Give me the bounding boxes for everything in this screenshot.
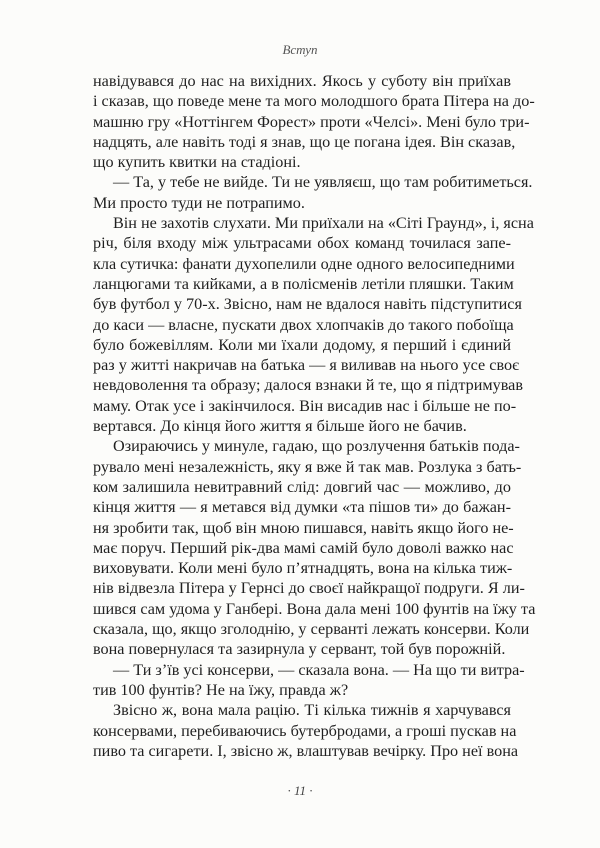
text-line: що купить квитки на стадіоні.	[93, 153, 301, 172]
text-line: машню гру «Ноттінгем Форест» проти «Челсі». Мені було три-	[93, 112, 530, 131]
text-line: ланцюгами та кийками, а в полісменів летіли пляшки. Таким	[93, 274, 514, 293]
text-line: Озираючись у минуле, гадаю, що розлучення батьків пода-	[113, 437, 520, 456]
text-line: консервами, перебиваючись бутербродами, а гроші пускав на	[93, 721, 517, 740]
body-text	[93, 71, 536, 761]
text-line: тив 100 фунтів? Не на їжу, правда ж?	[93, 680, 349, 699]
text-line: до каси — власне, пускати двох хлопчаків до такого побоїща	[93, 315, 514, 334]
text-line: кла сутичка: фанати духопелили одне одного велосипедними	[93, 254, 515, 273]
text-line: — Ти з’їв усі консерви, — сказала вона. — На що ти витра-	[113, 660, 525, 679]
text-line: був футбол у 70-х. Звісно, нам не вдалося навіть підступитися	[93, 295, 522, 314]
text-line: має поруч. Перший рік-два мамі самій було доволі важко нас	[93, 538, 514, 557]
text-line: кінця життя — я метався від думки «та пішов ти» до бажан-	[93, 498, 511, 517]
text-line: надцять, але навіть тоді я знав, що це погана ідея. Він сказав,	[93, 132, 516, 151]
text-line: нів відвезла Пітера у Гернсі до своєї найкращої подруги. Я ли-	[93, 579, 525, 598]
text-line: ня зробити так, щоб він мною пишався, навіть якщо його не-	[93, 518, 514, 537]
running-head: Вступ	[282, 42, 318, 57]
text-line: Звісно ж, вона мала рацію. Ті кілька тижнів я харчувався	[113, 701, 511, 720]
text-line: Ми просто туди не потрапимо.	[93, 193, 305, 212]
text-line: виховувати. Коли мені було п’ятнадцять, вона на кілька тиж-	[93, 559, 513, 578]
text-line: шився сам удома у Ганбері. Вона дала мені 100 фунтів на їжу та	[93, 599, 536, 618]
text-line: вертався. До кінця його життя я більше його не бачив.	[93, 417, 467, 436]
text-line: річ, біля входу між ультрасами обох команд точилася запе-	[93, 234, 511, 253]
text-line: навідувався до нас на вихідних. Якось у суботу він приїхав	[93, 72, 511, 90]
text-line: і сказав, що поведе мене та мого молодшого брата Пітера на до-	[93, 92, 535, 111]
text-line: пиво та сигарети. І, звісно ж, влаштував вечірку. Про неї вона	[93, 741, 519, 760]
text-line: було божевіллям. Коли ми їхали додому, я перший і єдиний	[93, 335, 511, 354]
text-line: Він не захотів слухати. Ми приїхали на «Сіті Граунд», і, ясна	[113, 214, 534, 233]
text-line: рувало мені незалежність, яку я вже й так мав. Розлука з бать-	[93, 457, 522, 476]
text-line: маму. Отак усе і закінчилося. Він висадив нас і більше не по-	[93, 396, 517, 415]
page-number: · 11 ·	[287, 783, 313, 798]
text-line: — Та, у тебе не вийде. Ти не уявляєш, що там робитиметься.	[113, 173, 533, 192]
text-line: ком залишила невитравний слід: довгий час — можливо, до	[93, 477, 511, 496]
text-line: вона повернулася та зазирнула у сервант, той був порожній.	[93, 640, 506, 659]
text-line: раз у житті накричав на батька — я виливав на нього усе своє	[93, 356, 520, 375]
text-line: сказала, що, якщо зголоднію, у серванті лежать консерви. Коли	[93, 620, 530, 639]
text-line: невдоволення та образу; далося взнаки й те, що я підтримував	[93, 376, 523, 395]
